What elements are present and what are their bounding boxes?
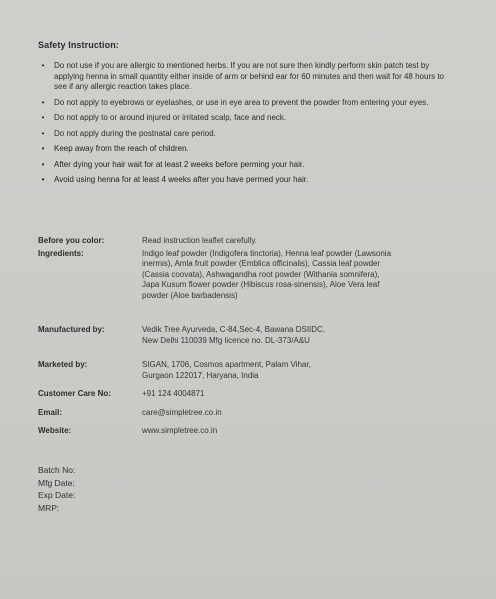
list-item [38, 129, 458, 140]
website-value: www.simpletree.co.in [142, 426, 218, 435]
website-row [38, 426, 458, 437]
product-details [38, 236, 458, 451]
before-you-color-value: Read instruction leaflet carefully. [142, 236, 258, 245]
list-item-text: Avoid using henna for at least 4 weeks after you have permed your hair. [54, 175, 309, 184]
safety-instruction-title: Safety Instruction: [38, 40, 119, 50]
list-item-text: Do not apply to or around injured or irritated scalp, face and neck. [54, 113, 287, 122]
bullet-icon: • [41, 61, 45, 70]
list-item [38, 98, 458, 109]
bullet-icon: • [41, 113, 45, 122]
bullet-icon: • [41, 97, 45, 107]
manufactured-by-label: Manufactured by: [38, 325, 105, 334]
exp-date-label: Exp Date: [38, 490, 76, 500]
email-label: Email: [38, 407, 63, 417]
list-item [38, 113, 458, 124]
marketed-by-value [142, 360, 458, 381]
email-value: care@simpletree.co.in [142, 407, 222, 417]
manufactured-by-line: New Delhi 110039 Mfg licence no. DL-373/A&U [142, 335, 310, 345]
list-item [38, 61, 458, 93]
ingredients-line: Indigo leaf powder (Indigofera tinctoria), Henna leaf powder (Lawsonia [142, 248, 392, 258]
batch-no-label: Batch No: [38, 465, 76, 475]
bullet-icon: • [41, 159, 45, 169]
before-you-color-label: Before you color: [38, 236, 105, 245]
list-item [38, 175, 458, 186]
bullet-icon: • [41, 175, 45, 184]
bullet-icon: • [41, 128, 45, 138]
list-item-text: After dying your hair wait for at least 2 weeks before perming your hair. [54, 159, 305, 169]
marketed-by-line: SIGAN, 1706, Cosmos apartment, Palam Vihar, [142, 360, 311, 369]
manufactured-by-value [142, 325, 458, 346]
list-item [38, 144, 458, 155]
list-item-text: Do not use if you are allergic to mentioned herbs. If you are not sure then kindly perform skin patch test by applying henna in small quantity either inside of arm or behind ear for 60 minutes and then wait for 48 hours to see if any allergic reaction takes place. [54, 61, 445, 91]
marketed-by-label: Marketed by: [38, 360, 88, 369]
ingredients-line: inermis), Amla fruit powder (Emblica officinalis), Cassia leaf powder [142, 259, 381, 268]
safety-instruction-list [38, 61, 458, 191]
ingredients-line: powder (Aloe barbadensis) [142, 290, 238, 300]
before-you-color-row [38, 236, 458, 247]
list-item-text: Do not apply to eyebrows or eyelashes, or use in eye area to prevent the powder from entering your eyes. [54, 97, 429, 107]
list-item-text: Do not apply during the postnatal care period. [54, 128, 216, 138]
batch-info [38, 464, 75, 514]
marketed-by-row [38, 360, 458, 381]
ingredients-value [142, 249, 458, 302]
mfg-date-label: Mfg Date: [38, 477, 75, 488]
customer-care-label: Customer Care No: [38, 389, 111, 398]
website-label: Website: [38, 426, 72, 435]
customer-care-value: +91 124 4004871 [142, 389, 205, 398]
bullet-icon: • [41, 144, 45, 153]
customer-care-row [38, 389, 458, 400]
mrp-label: MRP: [38, 502, 60, 513]
list-item-text: Keep away from the reach of children. [54, 144, 189, 153]
ingredients-line: Japa Kusum flower powder (Hibiscus rosa-sinensis), Aloe Vera leaf [142, 280, 380, 289]
marketed-by-line: Gurgaon 122017, Haryana, India [142, 370, 259, 380]
list-item [38, 160, 458, 171]
manufactured-by-row [38, 325, 458, 346]
email-row [38, 408, 458, 419]
manufactured-by-line: Vedik Tree Ayurveda, C-84,Sec-4, Bawana DSIIDC, [142, 325, 326, 334]
ingredients-line: (Cassia coovata), Ashwagandha root powder (Withania somnifera), [142, 269, 380, 279]
ingredients-row [38, 249, 458, 302]
ingredients-label: Ingredients: [38, 248, 84, 258]
